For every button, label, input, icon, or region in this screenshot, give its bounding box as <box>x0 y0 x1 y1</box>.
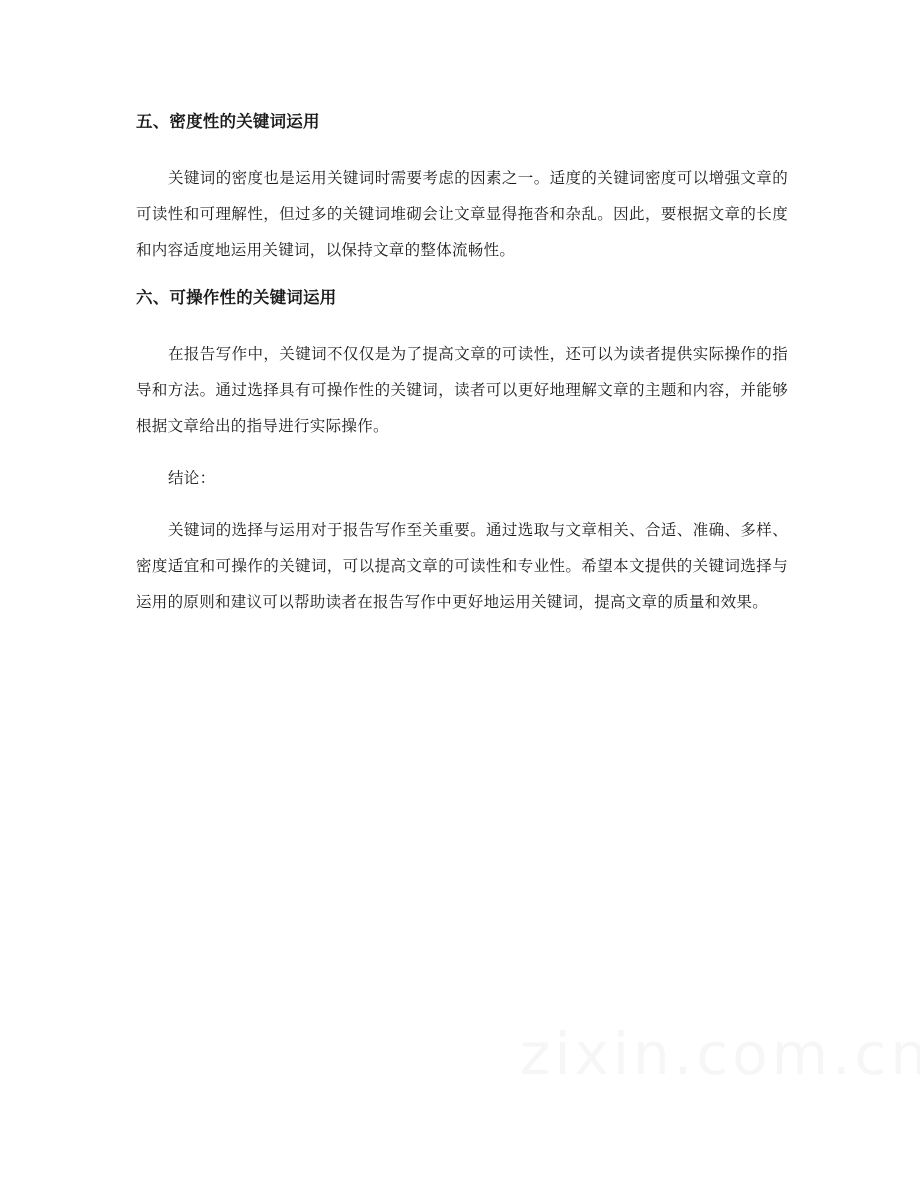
section-paragraph-operability: 在报告写作中，关键词不仅仅是为了提高文章的可读性，还可以为读者提供实际操作的指导和方法。通过选择具有可操作性的关键词，读者可以更好地理解文章的主题和内容，并能够根据文章给出的指导进行实际操作。 <box>136 345 788 435</box>
section-heading-operability: 六、可操作性的关键词运用 <box>136 288 337 307</box>
conclusion-paragraph: 关键词的选择与运用对于报告写作至关重要。通过选取与文章相关、合适、准确、多样、密度适宜和可操作的关键词，可以提高文章的可读性和专业性。希望本文提供的关键词选择与运用的原则和建议可以帮助读者在报告写作中更好地运用关键词，提高文章的质量和效果。 <box>136 521 788 611</box>
document-body <box>136 108 788 620</box>
conclusion-label: 结论： <box>168 469 216 487</box>
section-paragraph-density: 关键词的密度也是运用关键词时需要考虑的因素之一。适度的关键词密度可以增强文章的可读性和可理解性，但过多的关键词堆砌会让文章显得拖沓和杂乱。因此，要根据文章的长度和内容适度地运用关键词，以保持文章的整体流畅性。 <box>136 169 788 259</box>
watermark-text <box>520 1020 920 1088</box>
section-heading-density: 五、密度性的关键词运用 <box>136 112 320 131</box>
